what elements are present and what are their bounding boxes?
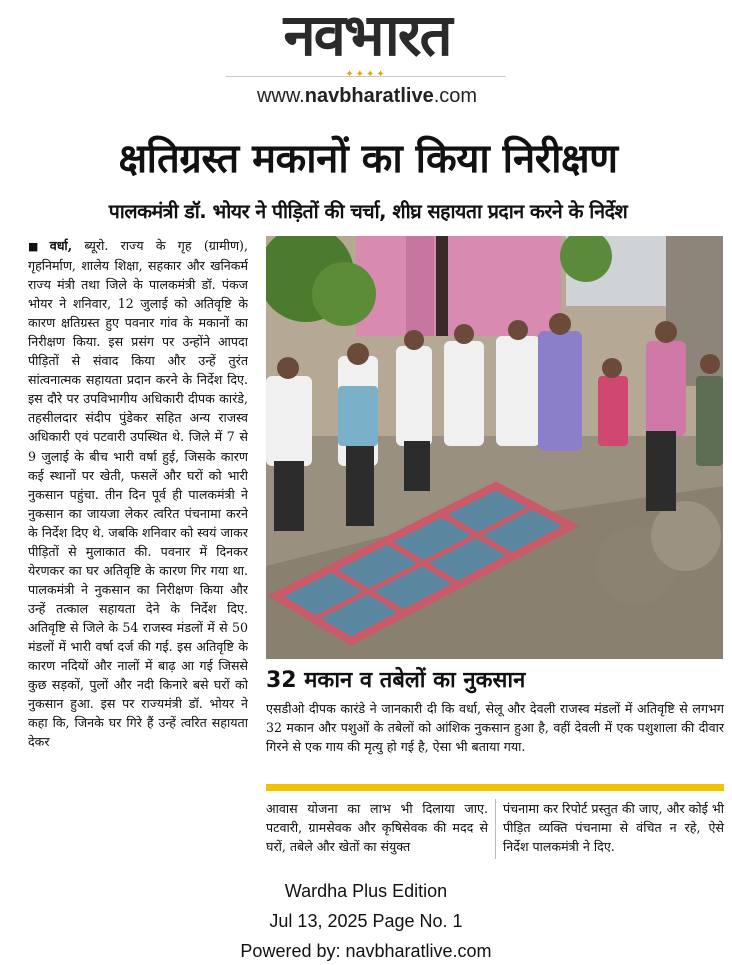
- masthead: [0, 0, 732, 118]
- article-dateline: वर्धा,: [49, 238, 73, 253]
- article-photo: [266, 236, 723, 659]
- column-separator: [495, 799, 496, 859]
- article-body-text: ब्यूरो. राज्य के गृह (ग्रामीण), गृहनिर्माण, शालेय शिक्षा, सहकार और खनिकर्म राज्य मंत्री तथा जिले के पालकमंत्री डॉ. पंकज भोयर ने शनिवार, 12 जुलाई को अतिवृष्टि के कारण क्षतिग्रस्त हुए पवनार गांव के मकानों का निरीक्षण किया. इस प्रसंग पर उन्होंने आपदा पीड़ितों से संवाद किया और उन्हें तुरंत सांत्वनात्मक सहायता प्रदान करने के निर्देश दिए. इस दौरे पर उपविभागीय अधिकारी दीपक कारंडे, तहसीलदार संदीप पुंडेकर सहित अन्य राजस्व अधिकारी एवं पटवारी उपस्थित थे. जिले में 7 से 9 जुलाई के बीच भारी वर्षा हुई, जिसके कारण कई स्थानों पर खेती, फसलें और घरों को भारी नुकसान पहुंचा. तीन दिन पूर्व ही पालकमंत्री ने नुकसान का जायजा लेकर त्वरित पंचनामा करने के निर्देश दिए थे. जबकि शनिवार को स्वयं जाकर पीड़ितों से मुलाकात की. पवनार में दिनकर येरणकर का घर अतिवृष्टि के कारण गिर गया था. पालकमंत्री ने नुकसान का निरीक्षण किया और उन्हें तत्काल सहायता देने के निर्देश दिए. अतिवृष्टि से जिले के 54 राजस्व मंडलों में से 50 मंडलों में भारी वर्षा दर्ज की गई. इस अतिवृष्टि के कारण नदियों और नालों में बाढ़ आ गई जिससे कुछ सड़कों, पुलों और नदी किनारे बसे घरों को नुकसान हुआ. इस पर राज्यमंत्री डॉ. भोयर ने कहा कि, जिनके घर गिरे हैं उन्हें त्वरित सहायता देकर: [28, 238, 248, 750]
- logo-ornament-icon: ✦✦✦✦: [345, 69, 387, 80]
- subsection-heading: 32 मकान व तबेलों का नुकसान: [266, 668, 526, 693]
- site-url-suffix: .com: [433, 85, 478, 107]
- article-subheadline: पालकमंत्री डॉ. भोयर ने पीड़ितों की चर्चा, शीघ्र सहायता प्रदान करने के निर्देश: [108, 200, 628, 223]
- date-page-label: Jul 13, 2025 Page No. 1: [269, 911, 463, 931]
- site-url-bold: navbharatlive: [304, 85, 434, 107]
- site-url[interactable]: [222, 84, 512, 108]
- site-url-prefix: www.: [256, 85, 305, 107]
- subsection-body: एसडीओ दीपक कारंडे ने जानकारी दी कि वर्धा, सेलू और देवली राजस्व मंडलों में अतिवृष्टि से लगभग 32 मकान और पशुओं के तबेलों को आंशिक नुकसान हुआ है, वहीं देवली में एक पशुशाला की दीवार गिरने से एक गाय की मृत्यु हो गई है, ऐसा भी बताया गया.: [266, 701, 724, 754]
- yellow-divider: [266, 784, 724, 791]
- continuation-column-1: आवास योजना का लाभ भी दिलाया जाए. पटवारी, ग्रामसेवक और कृषिसेवक की मदद से घरों, तबेले और खेतों का संयुक्त: [266, 801, 488, 854]
- article-body-column: [28, 236, 248, 858]
- continuation-column-2: पंचनामा कर रिपोर्ट प्रस्तुत की जाए, और कोई भी पीड़ित व्यक्ति पंचनामा से वंचित न रहे, ऐसे निर्देश पालकमंत्री ने दिए.: [503, 801, 724, 854]
- edition-label: Wardha Plus Edition: [284, 881, 448, 901]
- newspaper-logo: नवभारत: [283, 1, 451, 69]
- square-bullet-icon: ■: [28, 240, 47, 253]
- article-headline: क्षतिग्रस्त मकानों का किया निरीक्षण: [118, 136, 618, 182]
- powered-by-link[interactable]: Powered by: navbharatlive.com: [240, 941, 492, 961]
